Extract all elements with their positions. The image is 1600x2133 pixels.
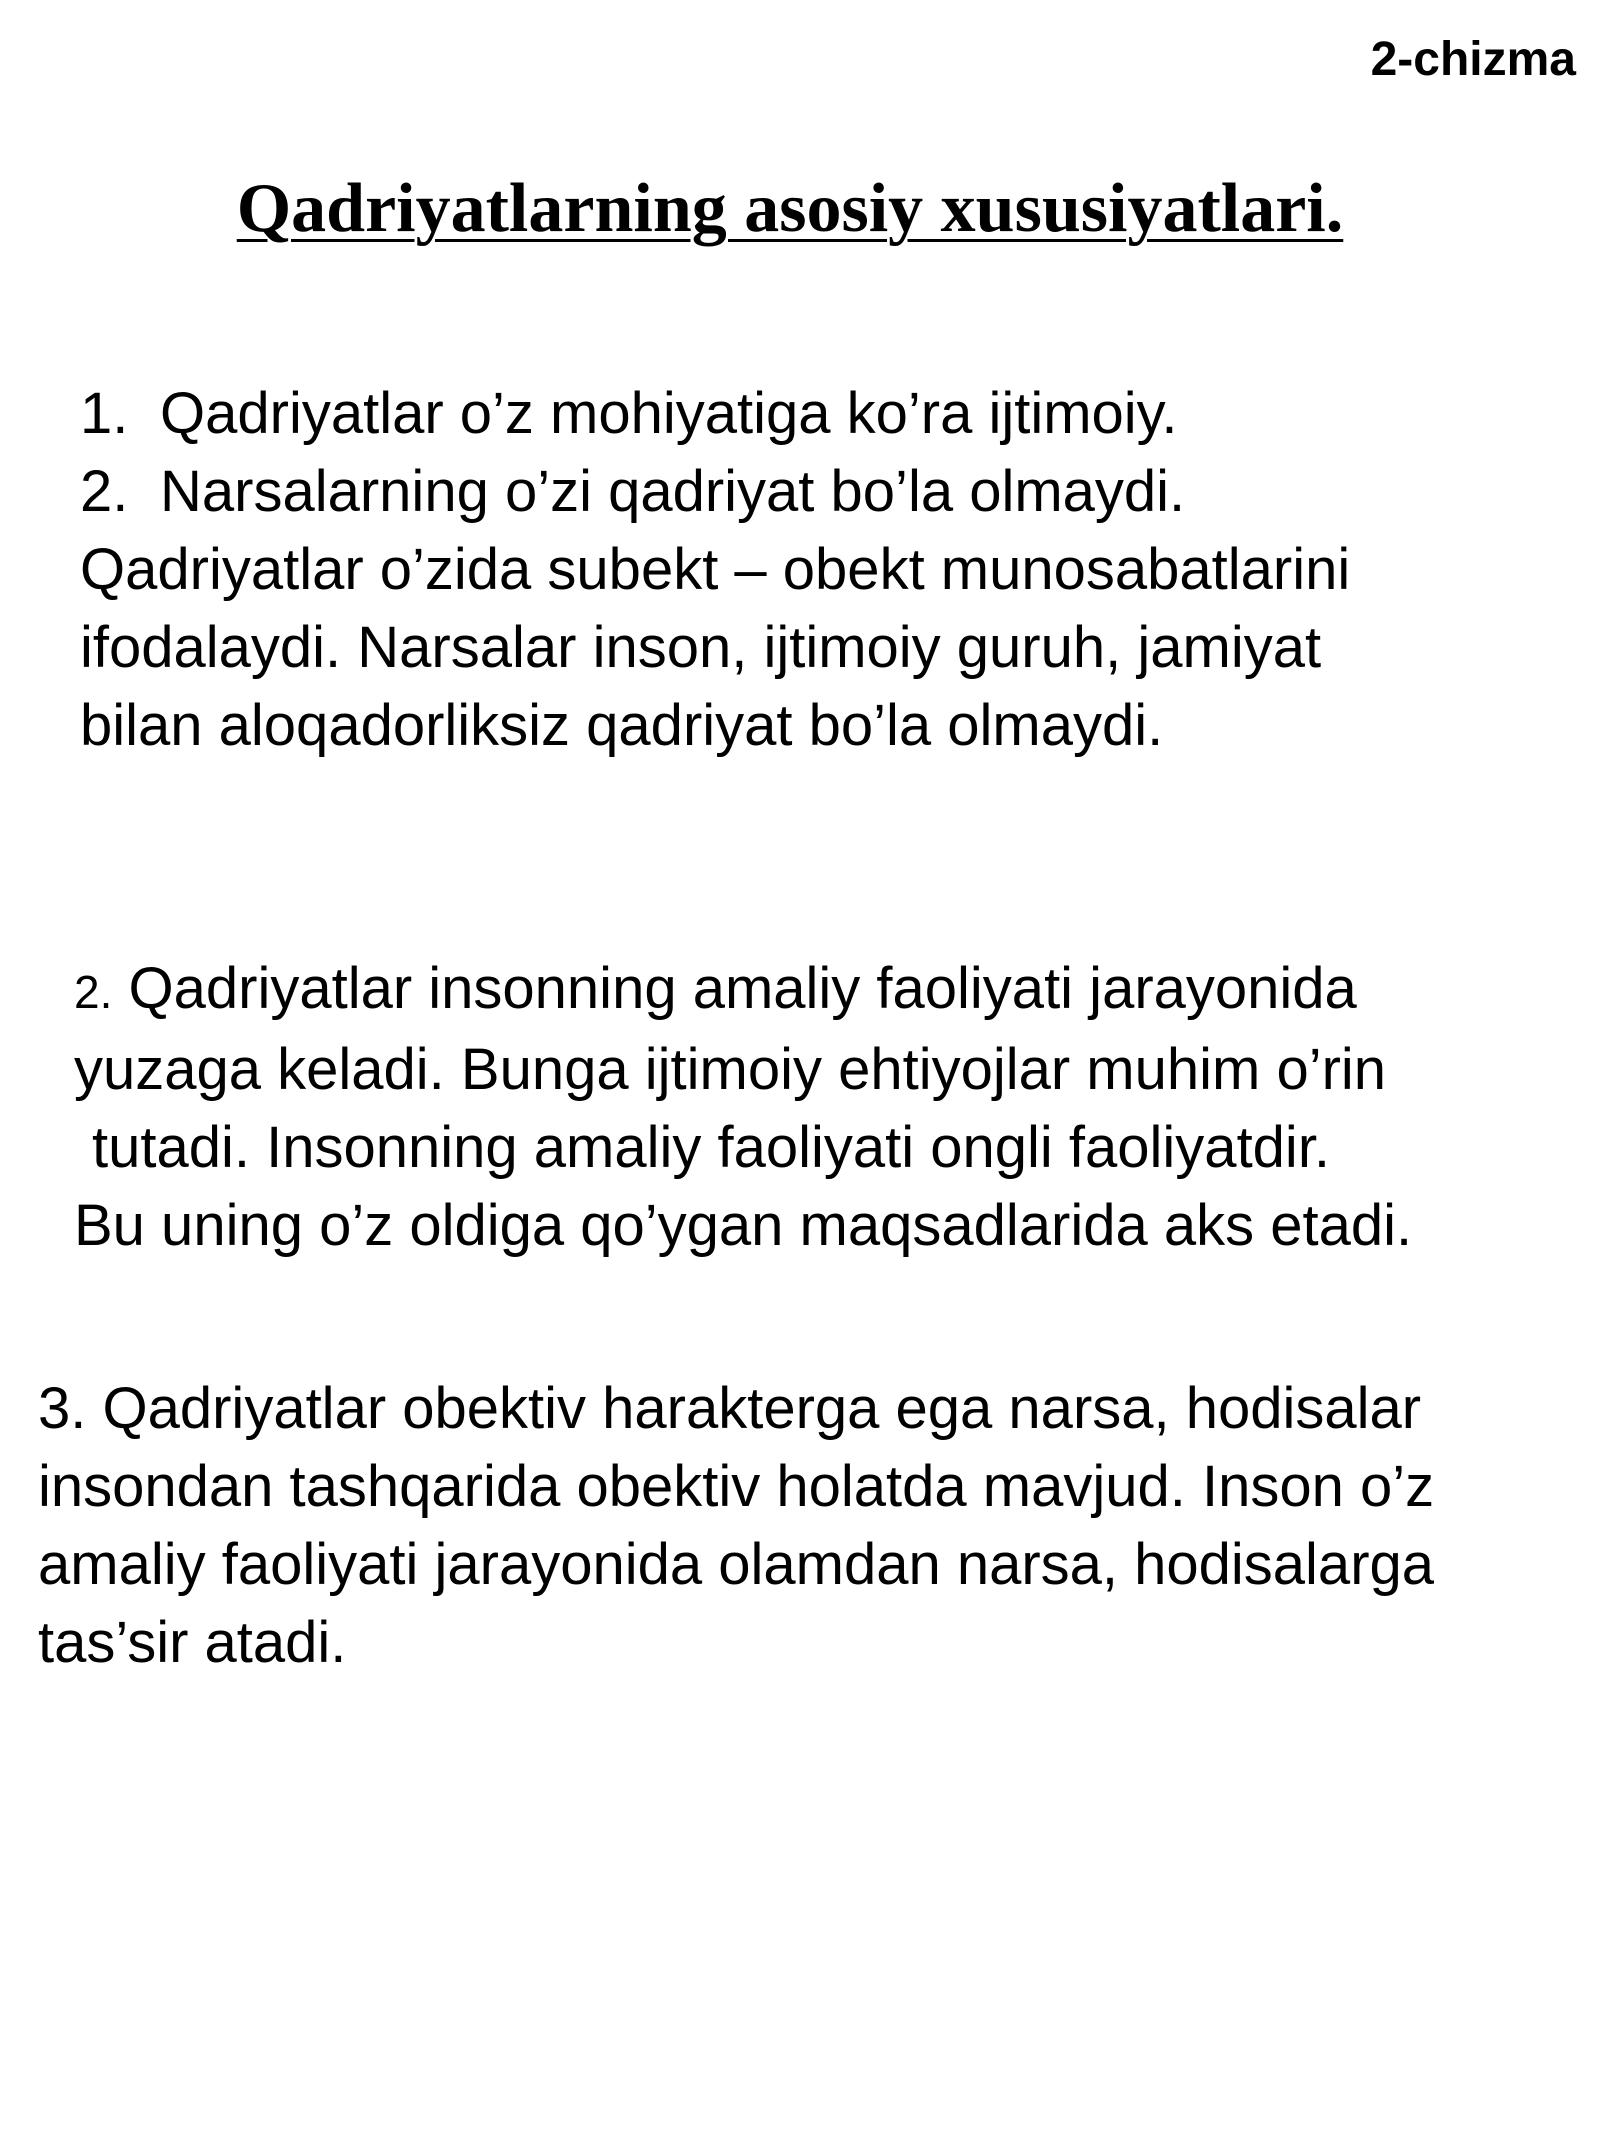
list-item-number: 1. bbox=[80, 381, 129, 446]
text-line-content: Qadriyatlar insonning amaliy faoliyati jarayonida bbox=[128, 956, 1357, 1021]
text-line: bilan aloqadorliksiz qadriyat bo’la olmaydi. bbox=[80, 693, 1164, 758]
paragraph-block-1 bbox=[80, 375, 1350, 765]
paragraph-block-2 bbox=[74, 950, 1412, 1265]
text-line: Bu uning o’z oldiga qo’ygan maqsadlarida aks etadi. bbox=[74, 1193, 1413, 1258]
text-line: Qadriyatlar o’zida subekt – obekt munosabatlarini bbox=[80, 537, 1351, 602]
list-item bbox=[80, 375, 1350, 453]
text-line: amaliy faoliyati jarayonida olamdan narsa, hodisalarga bbox=[38, 1532, 1435, 1597]
text-line: tas’sir atadi. bbox=[38, 1610, 347, 1675]
paragraph-block-3 bbox=[38, 1370, 1434, 1682]
list-item bbox=[80, 453, 1350, 531]
list-item-number: 2. bbox=[80, 459, 129, 524]
text-line: insondan tashqarida obektiv holatda mavjud. Inson o’z bbox=[38, 1454, 1435, 1519]
text-line: yuzaga keladi. Bunga ijtimoiy ehtiyojlar muhim o’rin bbox=[74, 1037, 1387, 1102]
page-label: 2-chizma bbox=[1370, 33, 1576, 86]
text-line: ifodalaydi. Narsalar inson, ijtimoiy guruh, jamiyat bbox=[80, 615, 1322, 680]
text-line bbox=[74, 950, 1412, 1031]
text-line: 3. Qadriyatlar obektiv harakterga ega narsa, hodisalar bbox=[38, 1376, 1422, 1441]
document-title: Qadriyatlarning asosiy xususiyatlari. bbox=[236, 170, 1344, 247]
list-item-text: Narsalarning o’zi qadriyat bo’la olmaydi. bbox=[160, 459, 1186, 524]
text-line: tutadi. Insonning amaliy faoliyati ongli faoliyatdir. bbox=[92, 1115, 1331, 1180]
paragraph-number: 2. bbox=[74, 966, 113, 1018]
list-item-text: Qadriyatlar o’z mohiyatiga ko’ra ijtimoiy. bbox=[160, 381, 1178, 446]
